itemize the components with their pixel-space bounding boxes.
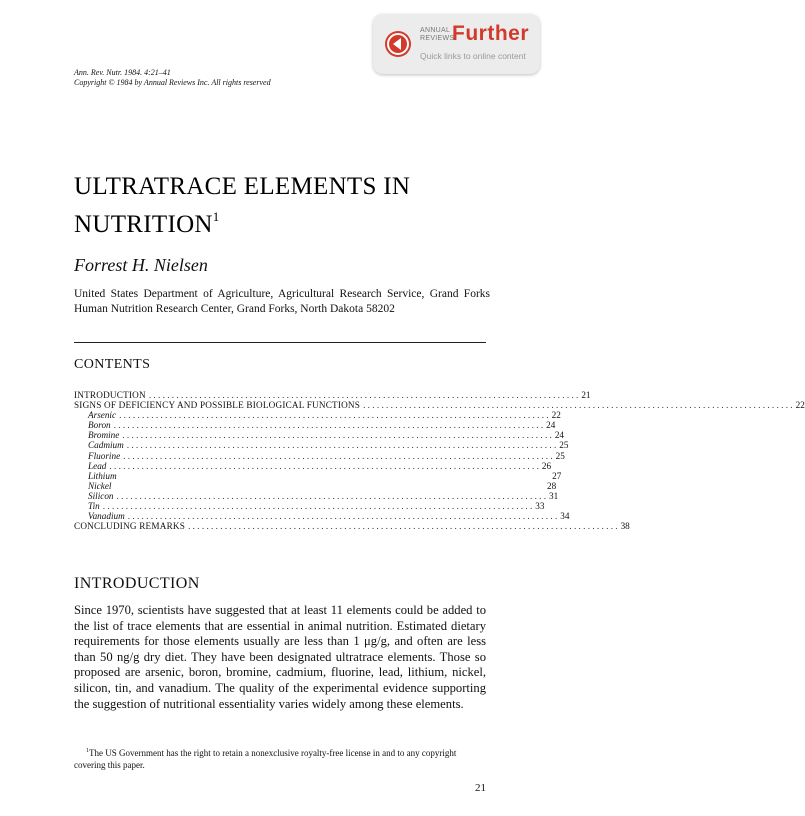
toc-entry[interactable] [74,511,570,522]
annual-reviews-further-badge[interactable] [373,14,540,74]
toc-entry-label: Nickel [88,480,112,491]
toc-entry[interactable] [74,490,559,501]
toc-entry-page: 31 [549,490,559,501]
toc-entry-label: INTRODUCTION [74,390,146,400]
toc-entry-label: Lead [88,460,107,471]
footnote-text: The US Government has the right to retain a nonexclusive royalty-free license in and to any copyright covering this paper. [74,748,457,770]
toc-entry-label: Vanadium [88,511,125,522]
toc-entry-page: 33 [535,501,545,512]
toc-entry-page: 27 [552,470,562,481]
toc-leader-dots: . . . . . . . . . . . . . . . . . . . . . . . . . . . . . . . . . . . . . . . . . . . . . . . . . . . . . . . . . . . . . . . . . . . . . . . . . . . . . . . . . . . . . . . . . . . . . . [122,430,552,441]
toc-entry-label: Cadmium [88,440,124,451]
toc-entry-page: 25 [555,450,565,461]
badge-brand: ANNUAL REVIEWS [420,27,455,42]
toc-leader-dots: . . . . . . . . . . . . . . . . . . . . . . . . . . . . . . . . . . . . . . . . . . . . . . . . . . . . . . . . . . . . . . . . . . . . . . . . . . . . . . . . . . . . . . . . . . . . . . [123,450,553,461]
toc-entry-label: Lithium [88,470,117,481]
toc-entry[interactable] [74,470,562,481]
toc-entry-label: Silicon [88,490,114,501]
toc-leader-dots: . . . . . . . . . . . . . . . . . . . . . . . . . . . . . . . . . . . . . . . . . . . . . . . . . . . . . . . . . . . . . . . . . . . . . . . . . . . . . . . . . . . . . . . . . . . . . . [148,390,579,400]
toc-entry-label: CONCLUDING REMARKS [74,521,186,532]
footnote [74,745,486,771]
toc-leader-dots: . . . . . . . . . . . . . . . . . . . . . . . . . . . . . . . . . . . . . . . . . . . . . . . . . . . . . . . . . . . . . . . . . . . . . . . . . . . . . . . . . . . . . . . . . . . . . . [113,420,544,431]
toc-entry-page: 24 [546,420,556,431]
toc-leader-dots: . . . . . . . . . . . . . . . . . . . . . . . . . . . . . . . . . . . . . . . . . . . . . . . . . . . . . . . . . . . . . . . . . . . . . . . . . . . . . . . . . . . . . . . . . . . . . . [126,440,557,451]
introduction-heading: INTRODUCTION [74,575,200,592]
toc-entry[interactable] [74,460,552,471]
toc-entry-page: 24 [554,430,565,441]
toc-entry-page: 38 [620,521,630,532]
introduction-paragraph: Since 1970, scientists have suggested that at least 11 elements could be added to the list of trace elements that are essential in animal nutrition. Estimated dietary requirements for those elements usually are less than 1 μg/g, and often are less than 50 ng/g dry diet. They have been designated ultratrace elements. Those so proposed are arsenic, boron, bromine, cadmium, fluorine, lead, lithium, nickel, silicon, tin, and vanadium. The quality of the experimental evidence supporting the suggestion of nutritional essentiality varies widely among these elements. [74,603,486,711]
citation-line-1: Ann. Rev. Nutr. 1984. 4:21–41 [74,68,171,77]
toc-entry[interactable] [74,480,557,491]
toc-leader-dots: . . . . . . . . . . . . . . . . . . . . . . . . . . . . . . . . . . . . . . . . . . . . . . . . . . . . . . . . . . . . . . . . . . . . . . . . . . . . . . . . . . . . . . . . . . . . . . [116,490,547,501]
article-title: ULTRATRACE ELEMENTS IN NUTRITION$^1$ [74,173,411,238]
toc-entry-page: 28 [546,480,557,491]
toc-entry-label: SIGNS OF DEFICIENCY AND POSSIBLE BIOLOGICAL FUNCTIONS [74,400,361,411]
toc-leader-dots: . . . . . . . . . . . . . . . . . . . . . . . . . . . . . . . . . . . . . . . . . . . . . . . . . . . . . . . . . . . . . . . . . . . . . . . . . . . . . . . . . . . . . . . . . . . . . . [127,511,558,522]
journal-citation [74,68,271,88]
toc-leader-dots: . . . . . . . . . . . . . . . . . . . . . . . . . . . . . . . . . . . . . . . . . . . . . . . . . . . . . . . . . . . . . . . . . . . . . . . . . . . . . . . . . . . . . . . . . . . . . . [119,410,549,421]
toc-entry-page: 21 [581,390,591,400]
footnote-mark: 1 [86,748,89,754]
toc-entry[interactable] [74,440,569,451]
title-footnote-mark: 1 [212,209,220,224]
toc-entry-page: 25 [559,440,569,451]
toc-entry-label: Bromine [88,430,120,441]
toc-entry[interactable] [74,430,565,441]
toc-leader-dots: . . . . . . . . . . . . . . . . . . . . . . . . . . . . . . . . . . . . . . . . . . . . . . . . . . . . . . . . . . . . . . . . . . . . . . . . . . . . . . . . . . . . . . . . . . . . . . [188,521,618,532]
toc-leader-dots: . . . . . . . . . . . . . . . . . . . . . . . . . . . . . . . . . . . . . . . . . . . . . . . . . . . . . . . . . . . . . . . . . . . . . . . . . . . . . . . . . . . . . . . . . . . . . . [102,501,533,512]
author-affiliation: United States Department of Agriculture, Agricultural Research Service, Grand Forks Human Nutrition Research Center, Grand Forks, North Dakota 58202 [74,288,490,315]
toc-entry-label: Fluorine [88,450,121,461]
toc-entry[interactable] [74,420,556,431]
toc-entry-label: Boron [88,420,111,431]
toc-entry-label: Tin [88,501,100,512]
toc-entry-page: 34 [560,511,570,522]
table-of-contents [74,390,805,532]
citation-line-2: Copyright © 1984 by Annual Reviews Inc. All rights reserved [74,78,271,87]
toc-entry-page: 26 [541,460,552,471]
toc-entry-label: Arsenic [88,410,117,421]
toc-entry[interactable] [74,410,561,421]
section-divider [74,342,486,343]
contents-heading: CONTENTS [74,357,151,372]
toc-entry-page: 22 [551,410,561,421]
toc-leader-dots: . . . . . . . . . . . . . . . . . . . . . . . . . . . . . . . . . . . . . . . . . . . . . . . . . . . . . . . . . . . . . . . . . . . . . . . . . . . . . . . . . . . . . . . . . . . . . . [109,460,539,471]
toc-entry[interactable] [74,521,630,532]
toc-entry[interactable] [74,501,545,512]
toc-entry[interactable] [74,390,591,400]
back-arrow-icon [385,31,411,57]
toc-entry[interactable] [74,400,805,411]
badge-tagline: Quick links to online content [420,51,526,61]
page-number: 21 [475,782,486,794]
author-name: Forrest H. Nielsen [74,255,208,275]
badge-word: Further [452,22,529,45]
toc-entry-page: 22 [795,400,805,411]
toc-leader-dots: . . . . . . . . . . . . . . . . . . . . . . . . . . . . . . . . . . . . . . . . . . . . . . . . . . . . . . . . . . . . . . . . . . . . . . . . . . . . . . . . . . . . . . . . . . . . . . [363,400,793,411]
toc-entry[interactable] [74,450,565,461]
